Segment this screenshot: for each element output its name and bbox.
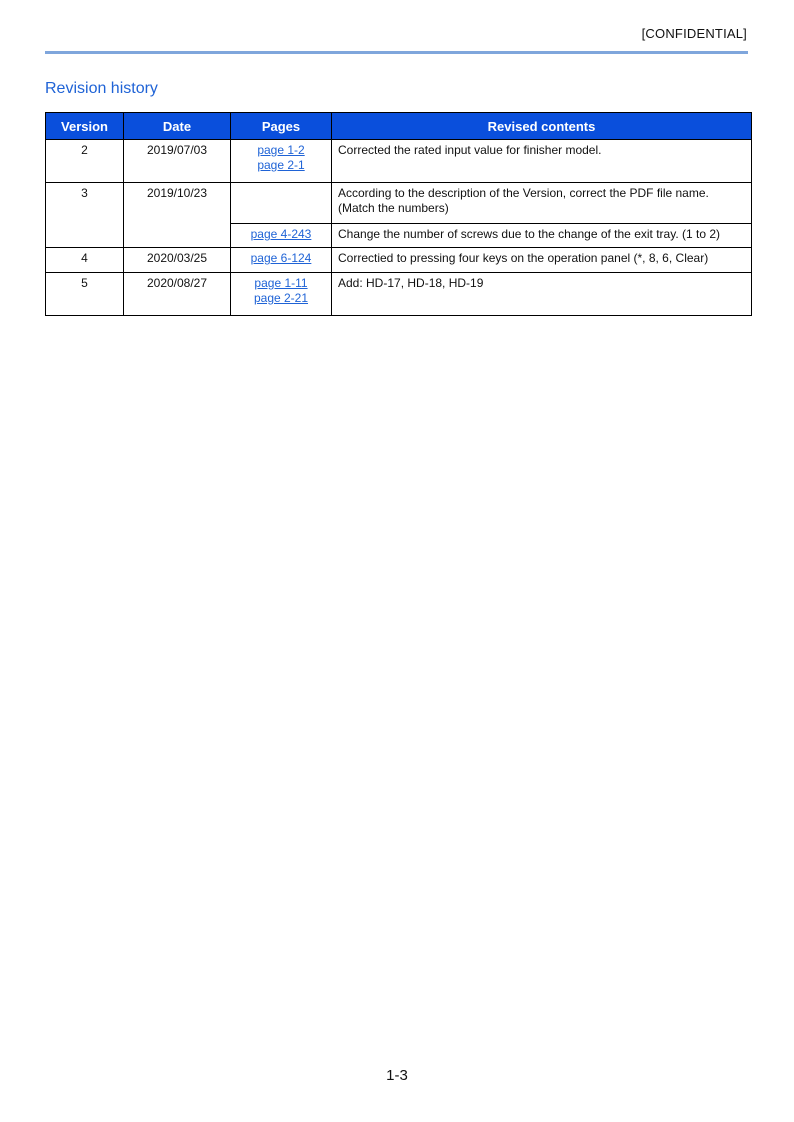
page-number: 1-3: [386, 1067, 408, 1084]
table-header-row: [46, 113, 752, 140]
page-link[interactable]: page 1-2: [257, 143, 305, 157]
table-row: [46, 248, 752, 273]
page-link[interactable]: page 6-124: [250, 251, 312, 265]
date-cell: 2020/03/25: [124, 248, 231, 273]
column-header-pages: Pages: [231, 113, 332, 140]
pages-cell: [231, 248, 332, 273]
header-divider: [45, 51, 748, 54]
date-cell: 2020/08/27: [124, 273, 231, 316]
section-title: Revision history: [45, 80, 158, 97]
table-row: [46, 140, 752, 183]
revision-history-table: [45, 112, 752, 316]
revised-contents-cell: According to the description of the Version, correct the PDF file name. (Match the numbers): [332, 183, 752, 224]
pages-cell: [231, 224, 332, 248]
revised-contents-cell: Change the number of screws due to the change of the exit tray. (1 to 2): [332, 224, 752, 248]
version-cell: 2: [46, 140, 124, 183]
table-row: [46, 273, 752, 316]
page-link[interactable]: page 2-21: [253, 291, 309, 305]
version-cell: 4: [46, 248, 124, 273]
pages-cell: [231, 273, 332, 316]
pages-cell: [231, 140, 332, 183]
page-link[interactable]: page 1-11: [254, 276, 308, 290]
revised-contents-cell: Add: HD-17, HD-18, HD-19: [332, 273, 752, 316]
revised-contents-cell: Corrected the rated input value for finisher model.: [332, 140, 752, 183]
pages-cell: [231, 183, 332, 224]
page-link[interactable]: page 4-243: [250, 227, 312, 241]
version-cell: 5: [46, 273, 124, 316]
confidential-label: [CONFIDENTIAL]: [641, 26, 747, 41]
date-cell: 2019/07/03: [124, 140, 231, 183]
table-row: [46, 183, 752, 224]
column-header-version: Version: [46, 113, 124, 140]
version-cell: 3: [46, 183, 124, 248]
column-header-revised-contents: Revised contents: [332, 113, 752, 140]
page-link[interactable]: page 2-1: [257, 158, 305, 172]
revised-contents-cell: Correctied to pressing four keys on the operation panel (*, 8, 6, Clear): [332, 248, 752, 273]
date-cell: 2019/10/23: [124, 183, 231, 248]
column-header-date: Date: [124, 113, 231, 140]
